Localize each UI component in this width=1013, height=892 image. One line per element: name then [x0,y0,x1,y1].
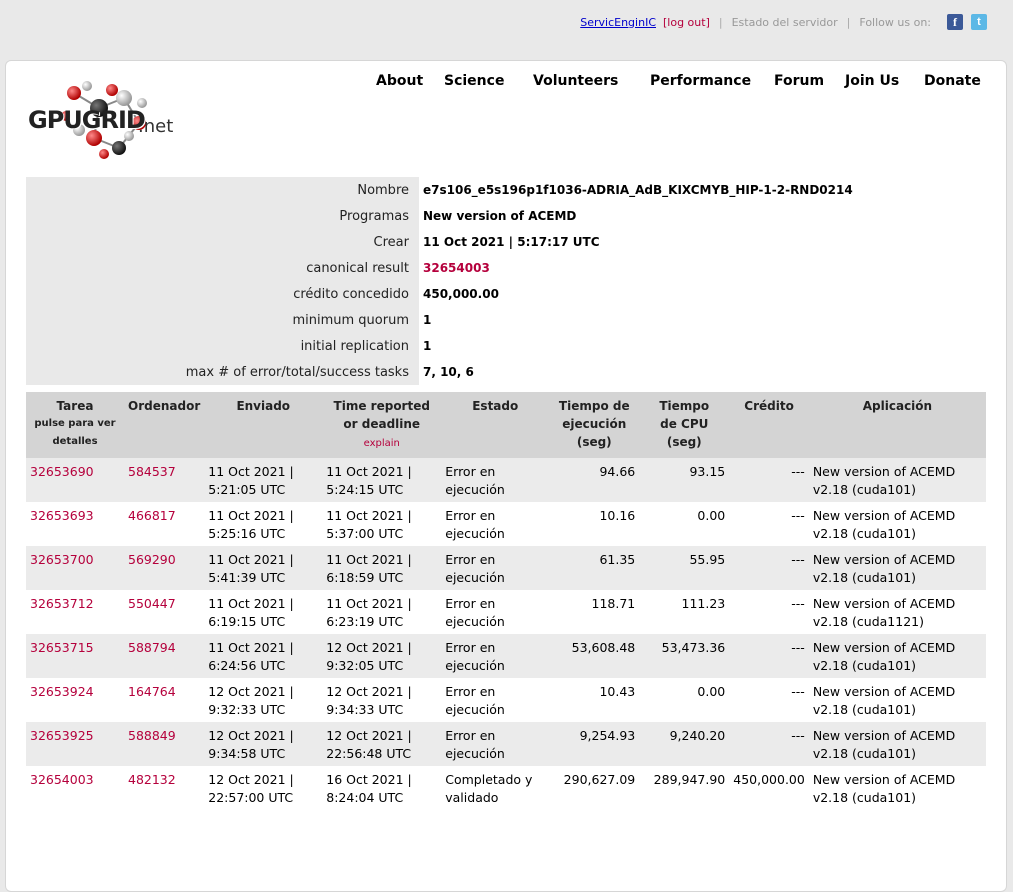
sent-cell: 11 Oct 2021 | 5:25:16 UTC [208,508,294,541]
canonical-label: canonical result [26,255,419,281]
host-cell [124,502,204,546]
runtime-cell: 9,254.93 [549,722,639,766]
explain-link[interactable]: explain [363,438,400,449]
credit-value: 450,000.00 [423,287,499,301]
replication-label: initial replication [26,333,419,359]
app-cell: New version of ACEMD v2.18 (cuda101) [812,772,956,805]
facebook-icon[interactable]: f [947,14,963,30]
host-link[interactable]: 584537 [128,464,176,479]
host-link[interactable]: 482132 [128,772,176,787]
task-link[interactable]: 32653925 [30,728,94,743]
app-cell: New version of ACEMD v2.18 (cuda101) [809,458,986,502]
top-bar [580,12,987,32]
cputime-cell: 111.23 [681,596,726,611]
name-label: Nombre [26,177,419,203]
task-cell [26,722,124,766]
host-link[interactable]: 569290 [128,552,176,567]
task-link[interactable]: 32653690 [30,464,94,479]
app-cell: New version of ACEMD v2.18 (cuda1121) [812,596,956,629]
app-cell: New version of ACEMD v2.18 (cuda101) [809,546,986,590]
server-status-link[interactable]: Estado del servidor [731,15,838,29]
task-cell [26,458,124,502]
app-label: Programas [26,203,419,229]
workunit-info-table [26,177,986,385]
runtime-cell: 290,627.09 [563,772,636,787]
sent-cell: 11 Oct 2021 | 5:41:39 UTC [204,546,322,590]
col-runtime-title: Tiempo de ejecución (seg) [558,399,630,449]
separator: | [718,15,723,29]
col-sent: Enviado [204,392,322,458]
col-task [26,392,124,458]
info-row [26,333,986,359]
created-label: Crear [26,229,419,255]
info-row [26,255,986,281]
credit-cell: --- [729,546,809,590]
status-cell: Error en ejecución [445,684,505,717]
info-row [26,307,986,333]
results-header-row [26,392,986,458]
canonical-result-link[interactable]: 32654003 [423,261,490,275]
nav-join-us[interactable]: Join Us [845,73,900,89]
status-cell: Error en ejecución [441,458,549,502]
sent-cell: 12 Oct 2021 | 9:32:33 UTC [208,684,294,717]
max-tasks-value: 7, 10, 6 [423,365,474,379]
runtime-cell: 53,608.48 [549,634,639,678]
host-cell [124,634,204,678]
reported-cell: 12 Oct 2021 | 9:32:05 UTC [322,634,441,678]
info-row [26,203,986,229]
reported-cell: 11 Oct 2021 | 5:37:00 UTC [326,508,412,541]
nav-science[interactable]: Science [444,73,505,89]
task-cell [26,766,124,810]
task-link[interactable]: 32653693 [30,508,94,523]
twitter-icon[interactable]: t [971,14,987,30]
host-cell [124,546,204,590]
info-row [26,359,986,385]
runtime-cell: 10.43 [599,684,636,699]
host-cell [124,590,204,634]
task-link[interactable]: 32653715 [30,640,94,655]
app-cell: New version of ACEMD v2.18 (cuda101) [812,508,956,541]
quorum-value: 1 [423,313,432,327]
table-row [26,634,986,678]
col-task-title: Tarea [56,399,94,413]
task-cell [26,590,124,634]
runtime-cell: 61.35 [549,546,639,590]
table-row [26,722,986,766]
host-link[interactable]: 588794 [128,640,176,655]
nav-about[interactable]: About [376,73,424,89]
col-reported-title: Time reported or deadline [333,399,430,431]
logout-link[interactable]: [log out] [663,15,710,29]
task-cell [26,634,124,678]
host-link[interactable]: 588849 [128,728,176,743]
app-cell: New version of ACEMD v2.18 (cuda101) [812,684,956,717]
quorum-label: minimum quorum [26,307,419,333]
cputime-cell: 289,947.90 [653,772,726,787]
col-cputime [639,392,729,458]
info-row [26,281,986,307]
logo-text: GPUGRID [28,106,145,134]
status-cell: Error en ejecución [445,508,505,541]
info-row [26,177,986,203]
status-cell: Error en ejecución [445,596,505,629]
task-link[interactable]: 32653712 [30,596,94,611]
credit-cell: --- [729,722,809,766]
nav-forum[interactable]: Forum [774,73,825,89]
reported-cell: 11 Oct 2021 | 5:24:15 UTC [322,458,441,502]
table-row [26,546,986,590]
reported-cell: 11 Oct 2021 | 6:23:19 UTC [326,596,412,629]
col-cputime-title: Tiempo de CPU (seg) [659,399,710,449]
results-table [26,392,986,810]
cputime-cell: 53,473.36 [639,634,729,678]
table-row [26,458,986,502]
runtime-cell: 118.71 [591,596,636,611]
runtime-cell: 94.66 [549,458,639,502]
col-app: Aplicación [809,392,986,458]
host-link[interactable]: 466817 [128,508,176,523]
table-row [26,766,986,810]
replication-value: 1 [423,339,432,353]
task-link[interactable]: 32653924 [30,684,94,699]
credit-cell: --- [791,596,805,611]
credit-label: crédito concedido [26,281,419,307]
col-host: Ordenador [124,392,204,458]
host-cell [124,678,204,722]
cputime-cell: 93.15 [639,458,729,502]
app-cell: New version of ACEMD v2.18 (cuda101) [809,722,986,766]
separator: | [846,15,851,29]
col-status: Estado [441,392,549,458]
host-cell [124,766,204,810]
cputime-cell: 0.00 [697,508,726,523]
cputime-cell: 55.95 [639,546,729,590]
reported-cell: 11 Oct 2021 | 6:18:59 UTC [322,546,441,590]
table-row [26,590,986,634]
name-value: e7s106_e5s196p1f1036-ADRIA_AdB_KIXCMYB_HIP-1-2-RND0214 [423,183,853,197]
runtime-cell: 10.16 [599,508,636,523]
canonical-cell [419,255,986,281]
nav-donate[interactable]: Donate [924,73,981,89]
sent-cell: 11 Oct 2021 | 6:24:56 UTC [204,634,322,678]
status-cell: Completado y validado [445,772,533,805]
status-cell: Error en ejecución [441,634,549,678]
created-value: 11 Oct 2021 | 5:17:17 UTC [423,235,600,249]
logo-suffix: .net [138,116,174,137]
col-runtime [549,392,639,458]
col-task-hint: pulse para ver detalles [34,418,116,447]
cputime-cell: 9,240.20 [639,722,729,766]
credit-cell: --- [729,634,809,678]
app-value: New version of ACEMD [423,209,577,223]
user-link[interactable]: ServicEnginIC [580,15,656,29]
col-reported [322,392,441,458]
credit-cell: --- [729,458,809,502]
nav-volunteers[interactable]: Volunteers [533,73,619,89]
table-row [26,678,986,722]
sent-cell: 12 Oct 2021 | 22:57:00 UTC [208,772,294,805]
host-cell [124,722,204,766]
host-link[interactable]: 164764 [128,684,176,699]
sent-cell: 11 Oct 2021 | 6:19:15 UTC [208,596,294,629]
results-body [26,458,986,810]
host-cell [124,458,204,502]
credit-cell: 450,000.00 [733,772,805,787]
col-credit: Crédito [729,392,809,458]
reported-cell: 12 Oct 2021 | 9:34:33 UTC [326,684,412,717]
task-cell [26,678,124,722]
app-cell: New version of ACEMD v2.18 (cuda101) [809,634,986,678]
cputime-cell: 0.00 [697,684,726,699]
task-link[interactable]: 32654003 [30,772,94,787]
credit-cell: --- [791,684,805,699]
table-row [26,502,986,546]
credit-cell: --- [791,508,805,523]
nav-performance[interactable]: Performance [650,73,752,89]
status-cell: Error en ejecución [441,722,549,766]
main-panel [5,60,1007,892]
sent-cell: 11 Oct 2021 | 5:21:05 UTC [204,458,322,502]
reported-cell: 16 Oct 2021 | 8:24:04 UTC [326,772,412,805]
reported-cell: 12 Oct 2021 | 22:56:48 UTC [322,722,441,766]
max-tasks-label: max # of error/total/success tasks [26,359,419,385]
info-row [26,229,986,255]
follow-us-label: Follow us on: [859,15,931,29]
main-nav [6,73,1006,93]
status-cell: Error en ejecución [441,546,549,590]
host-link[interactable]: 550447 [128,596,176,611]
sent-cell: 12 Oct 2021 | 9:34:58 UTC [204,722,322,766]
task-cell [26,502,124,546]
task-link[interactable]: 32653700 [30,552,94,567]
task-cell [26,546,124,590]
